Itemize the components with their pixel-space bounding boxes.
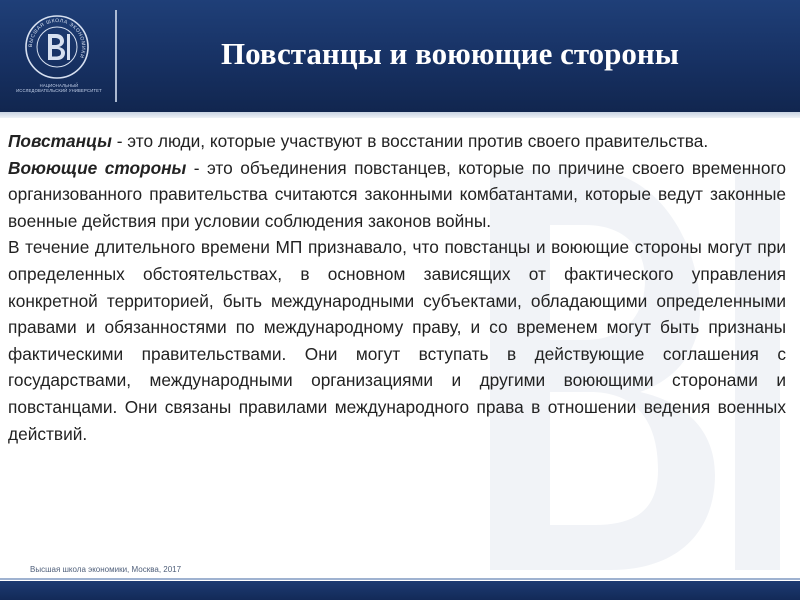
hse-logo [14, 14, 104, 100]
logo-ring-text: ВЫСШАЯ ШКОЛА ЭКОНОМИКИ [27, 17, 87, 60]
logo-caption: НАЦИОНАЛЬНЫЙ ИССЛЕДОВАТЕЛЬСКИЙ УНИВЕРСИТЕТ [16, 83, 102, 93]
footer-line [0, 578, 800, 580]
term-insurgents: Повстанцы [8, 131, 112, 151]
footer-bar [0, 581, 800, 600]
definition-belligerents: - это объединения повстанцев, которые по причине своего временного организованного правительства считаются законными комбатантами, которые ведут законные военные действия при условии соблюдения законов войны. [8, 157, 786, 231]
definition-insurgents: - это люди, которые участвуют в восстании против своего правительства. [111, 131, 709, 151]
slide-body [8, 128, 786, 556]
paragraph-insurgents [8, 128, 786, 155]
header-divider [115, 10, 117, 102]
hse-seal-icon [24, 14, 90, 80]
slide-header [0, 0, 800, 112]
paragraph-belligerents [8, 155, 786, 235]
term-belligerents: Воюющие стороны [8, 157, 187, 178]
page-title: Повстанцы и воюющие стороны [221, 36, 679, 71]
header-stripe [0, 112, 800, 118]
footer-text: Высшая школа экономики, Москва, 2017 [30, 565, 182, 574]
paragraph-international-law: В течение длительного времени МП признавало, что повстанцы и воюющие стороны могут при определенных обстоятельствах, в основном зависящих от фактического управления конкретной территорией, быть международными субъектами, обладающими определенными правами и обязанностями по международному праву, и со временем могут быть признаны фактическими правительствами. Они могут вступать в действующие соглашения с государствами, международными организациями и другими воюющими сторонами и повстанцами. Они связаны правилами международного права в отношении ведения военных действий. [8, 237, 786, 444]
